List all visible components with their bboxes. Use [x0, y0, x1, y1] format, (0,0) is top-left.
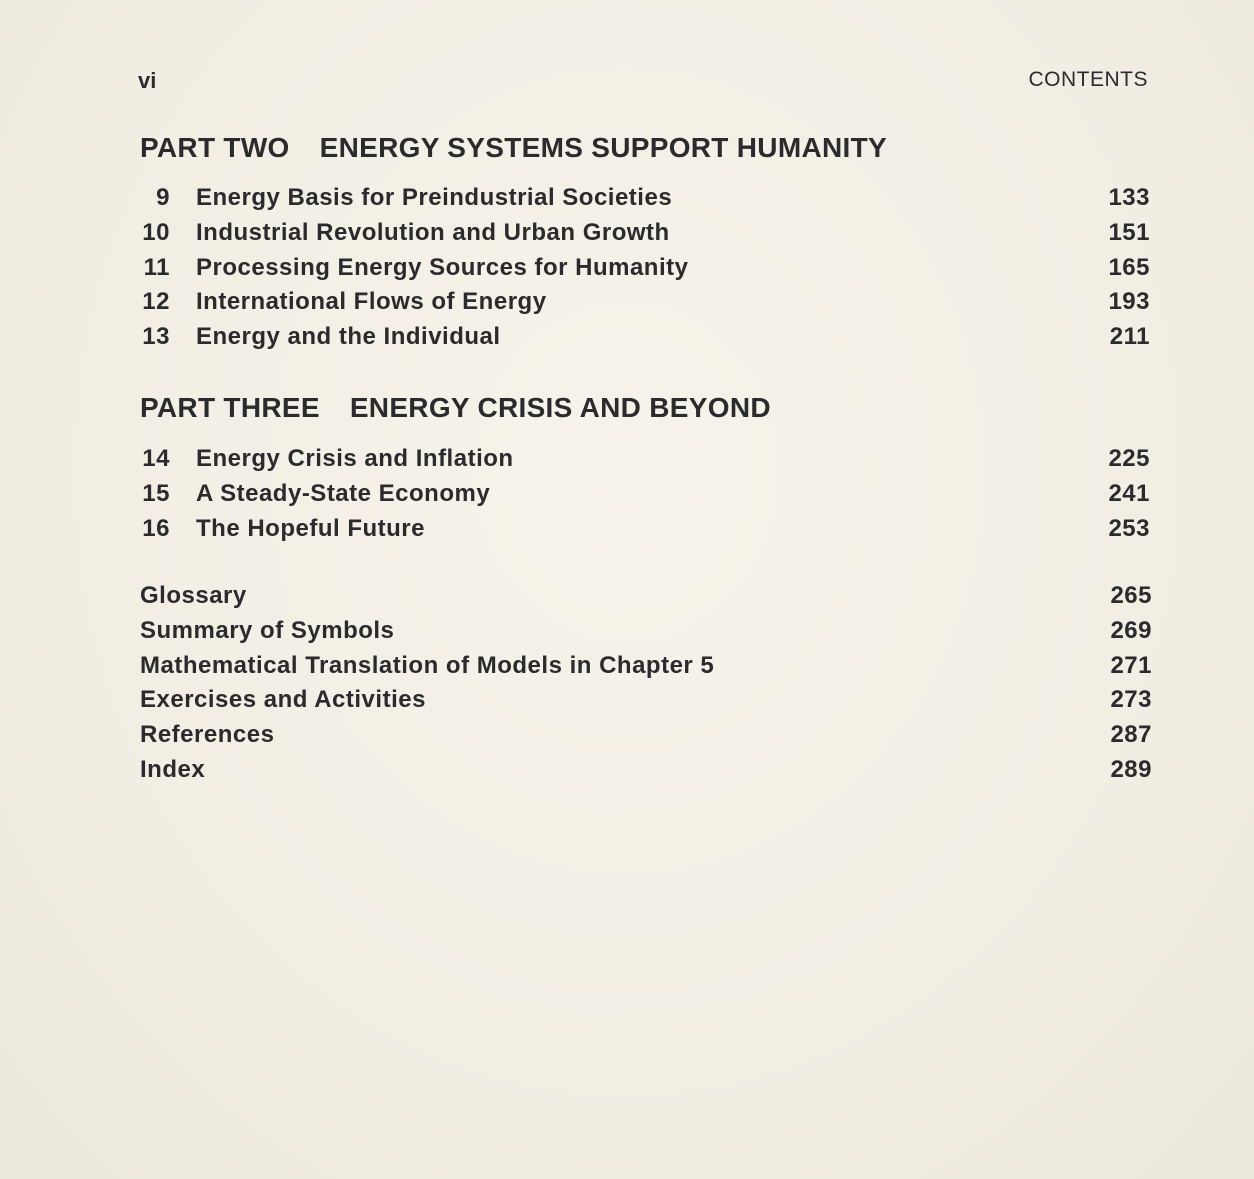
toc-entry-chapter-9[interactable]: [140, 184, 1150, 219]
toc-entry-mathematical-translation[interactable]: [140, 652, 1152, 687]
entry-title: Glossary: [140, 582, 247, 609]
chapter-number: 13: [142, 323, 170, 351]
entry-title: Mathematical Translation of Models in Chapter 5: [140, 651, 715, 679]
page-number: 269: [1110, 616, 1152, 644]
chapter-number: 11: [143, 253, 170, 281]
entry-title: Index: [140, 755, 206, 783]
toc-entry-exercises[interactable]: [140, 686, 1152, 721]
chapter-title: Energy and the Individual: [196, 323, 501, 351]
chapter-title: Processing Energy Sources for Humanity: [196, 253, 689, 281]
back-matter-list: [140, 582, 1152, 791]
chapter-number: 14: [142, 445, 170, 472]
part-label: PART TWO: [140, 132, 290, 163]
chapter-title: A Steady-State Economy: [196, 479, 491, 507]
toc-entry-index[interactable]: [140, 756, 1152, 791]
entry-title: Exercises and Activities: [140, 686, 426, 714]
chapter-number: 15: [142, 479, 170, 507]
part-two-chapter-list: [140, 184, 1150, 358]
part-two-heading: [140, 132, 887, 164]
chapter-title: Industrial Revolution and Urban Growth: [196, 218, 670, 246]
chapter-number: 9: [156, 184, 170, 211]
toc-entry-chapter-16[interactable]: [140, 515, 1150, 550]
page-number: 211: [1109, 323, 1150, 351]
page-number: 193: [1108, 288, 1150, 316]
part-title: ENERGY CRISIS AND BEYOND: [349, 392, 771, 423]
part-three-heading: [140, 392, 771, 424]
page-number: 133: [1108, 184, 1150, 211]
page-number: 289: [1110, 755, 1152, 783]
chapter-title: International Flows of Energy: [196, 288, 547, 316]
running-title: CONTENTS: [1028, 68, 1148, 91]
page-number: 241: [1108, 479, 1150, 507]
chapter-number: 10: [142, 218, 170, 246]
toc-entry-references[interactable]: [140, 721, 1152, 756]
toc-entry-chapter-12[interactable]: [140, 288, 1150, 323]
entry-title: Summary of Symbols: [140, 616, 395, 644]
page-folio: vi: [138, 68, 157, 93]
toc-entry-summary-of-symbols[interactable]: [140, 617, 1152, 652]
page-number: 287: [1110, 721, 1152, 749]
page-number: 225: [1108, 445, 1150, 472]
toc-entry-chapter-11[interactable]: [140, 254, 1150, 289]
toc-entry-chapter-15[interactable]: [140, 480, 1150, 515]
toc-entry-chapter-10[interactable]: [140, 219, 1150, 254]
chapter-number: 16: [142, 514, 170, 542]
page-number: 265: [1110, 582, 1152, 609]
chapter-title: The Hopeful Future: [196, 514, 425, 542]
entry-title: References: [140, 721, 275, 749]
page-number: 151: [1108, 218, 1150, 246]
part-label: PART THREE: [140, 392, 320, 423]
page-number: 271: [1110, 651, 1152, 679]
part-three-chapter-list: [140, 445, 1150, 549]
chapter-title: Energy Basis for Preindustrial Societies: [196, 184, 673, 211]
chapter-title: Energy Crisis and Inflation: [196, 445, 514, 472]
page-number: 273: [1110, 686, 1152, 714]
chapter-number: 12: [142, 288, 170, 316]
toc-entry-chapter-14[interactable]: [140, 445, 1150, 480]
toc-entry-glossary[interactable]: [140, 582, 1152, 617]
page-number: 165: [1108, 253, 1150, 281]
part-title: ENERGY SYSTEMS SUPPORT HUMANITY: [319, 132, 887, 163]
page-number: 253: [1108, 514, 1150, 542]
toc-entry-chapter-13[interactable]: [140, 323, 1150, 358]
